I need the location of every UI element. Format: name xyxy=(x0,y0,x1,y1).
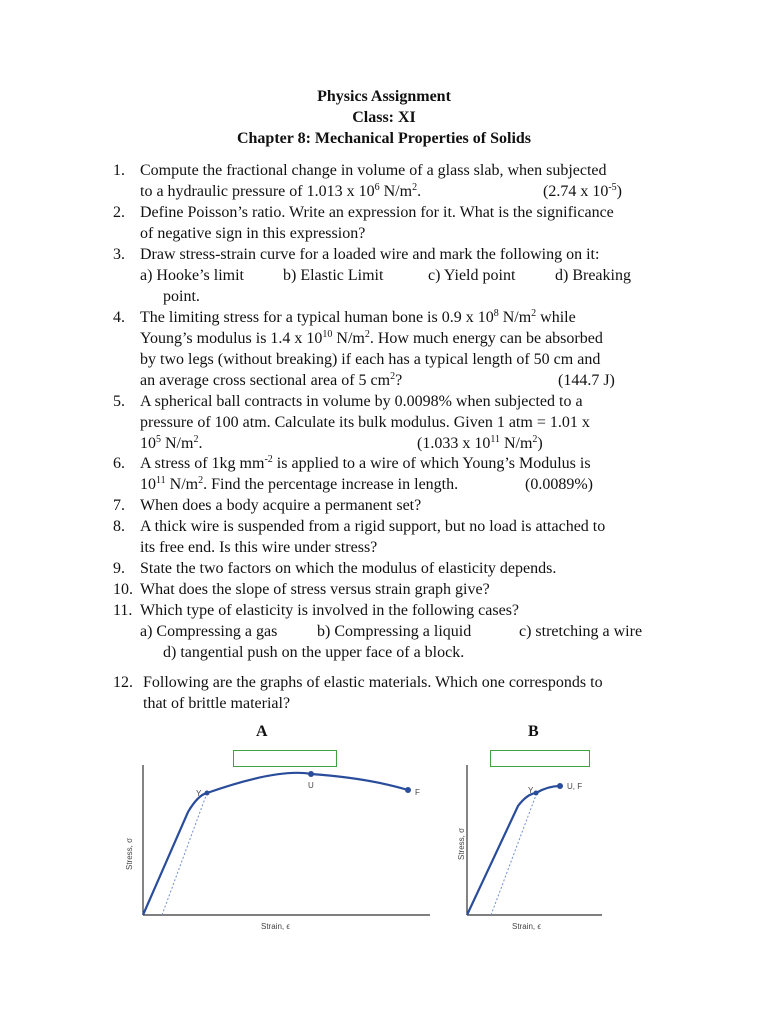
question-2: 2. Define Poisson’s ratio. Write an expression for it. What is the significance of negative sign in this expression? xyxy=(113,204,614,242)
question-11: 11. Which type of elasticity is involved in the following cases? xyxy=(113,602,520,619)
fracture-label: F xyxy=(415,788,420,797)
question-7: 7. When does a body acquire a permanent set? xyxy=(113,497,422,514)
question-9: 9. State the two factors on which the modulus of elasticity depends. xyxy=(113,560,557,577)
yield-point-marker xyxy=(205,791,210,796)
question-8: 8. A thick wire is suspended from a rigid support, but no load is attached to its free end. Is this wire under stress? xyxy=(113,518,606,556)
class-label: Class: XI xyxy=(352,109,416,126)
graph-a-label: A xyxy=(256,723,268,740)
option-d-continued: point. xyxy=(163,288,200,305)
option-d: d) tangential push on the upper face of a block. xyxy=(163,644,465,661)
y-axis-label: Stress, σ xyxy=(457,827,466,860)
ultimate-point-marker xyxy=(308,771,314,777)
ultimate-fracture-label: U, F xyxy=(567,782,583,791)
answer: (0.0089%) xyxy=(525,476,593,493)
question-5: 5. A spherical ball contracts in volume by 0.0098% when subjected to a pressure of 100 atm. Calculate its bulk modulus. Given 1 atm = 1.01 x $10^5$ $N/m^2$. (1.033 x $10^{11}$ $N/m^2$) xyxy=(113,393,590,452)
question-12: 12. Following are the graphs of elastic materials. Which one corresponds to that of brittle material? xyxy=(113,674,603,712)
question-number: 1. xyxy=(113,162,125,179)
fracture-point-marker xyxy=(405,787,411,793)
stress-strain-graph-a xyxy=(118,760,438,940)
ultimate-fracture-marker xyxy=(557,783,563,789)
option-d: d) Breaking xyxy=(555,267,631,284)
stress-strain-graph-b xyxy=(452,760,612,940)
question-4: 4. The limiting stress for a typical human bone is 0.9 x $10^8$ $N/m^2$ while Young’s modulus is 1.4 x $10^{10}$ $N/m^2$. How much energy can be absorbed by two legs (without breaking) if each has a typical length of 50 cm and an average cross sectional area of 5 $cm^2$? (144.7 J) xyxy=(113,308,615,389)
y-axis-label: Stress, σ xyxy=(125,837,134,870)
stress-strain-curve xyxy=(143,773,408,915)
graph-b-label: B xyxy=(528,723,539,740)
chapter-title: Chapter 8: Mechanical Properties of Solids xyxy=(236,130,532,147)
x-axis-label: Strain, ϵ xyxy=(512,922,541,931)
answer: (1.033 x $10^{11}$ $N/m^2$) xyxy=(417,434,543,452)
question-10: 10. What does the slope of stress versus strain graph give? xyxy=(113,581,490,598)
option-c: c) Yield point xyxy=(428,267,516,284)
unloading-line xyxy=(491,795,536,915)
yield-label: Y xyxy=(528,786,534,795)
yield-label: Y xyxy=(196,789,202,798)
question-6: 6. A stress of 1kg $mm^{-2}$ is applied to a wire of which Young’s Modulus is $10^{11}$ $N/m^2$. Find the percentage increase in length. (0.0089%) xyxy=(113,454,593,493)
option-a: a) Hooke’s limit xyxy=(140,267,244,284)
option-a: a) Compressing a gas xyxy=(140,623,278,640)
option-b: b) Elastic Limit xyxy=(283,267,384,284)
option-b: b) Compressing a liquid xyxy=(317,623,472,640)
answer: (2.74 x $10^{-5}$) xyxy=(543,182,622,200)
question-1 xyxy=(113,160,713,202)
answer: (144.7 J) xyxy=(558,372,615,389)
ultimate-label: U xyxy=(308,781,314,790)
stress-strain-curve xyxy=(467,786,560,915)
yield-point-marker xyxy=(534,791,539,796)
question-text: Compute the fractional change in volume of a glass slab, when subjected to a hydraulic pressure of 1.013 x $10^6$ $N/m^2$. xyxy=(140,162,607,200)
question-3: 3. Draw stress-strain curve for a loaded wire and mark the following on it: xyxy=(113,246,600,263)
option-c: c) stretching a wire xyxy=(519,623,643,640)
x-axis-label: Strain, ϵ xyxy=(261,922,290,931)
assignment-title: Physics Assignment xyxy=(317,88,451,105)
